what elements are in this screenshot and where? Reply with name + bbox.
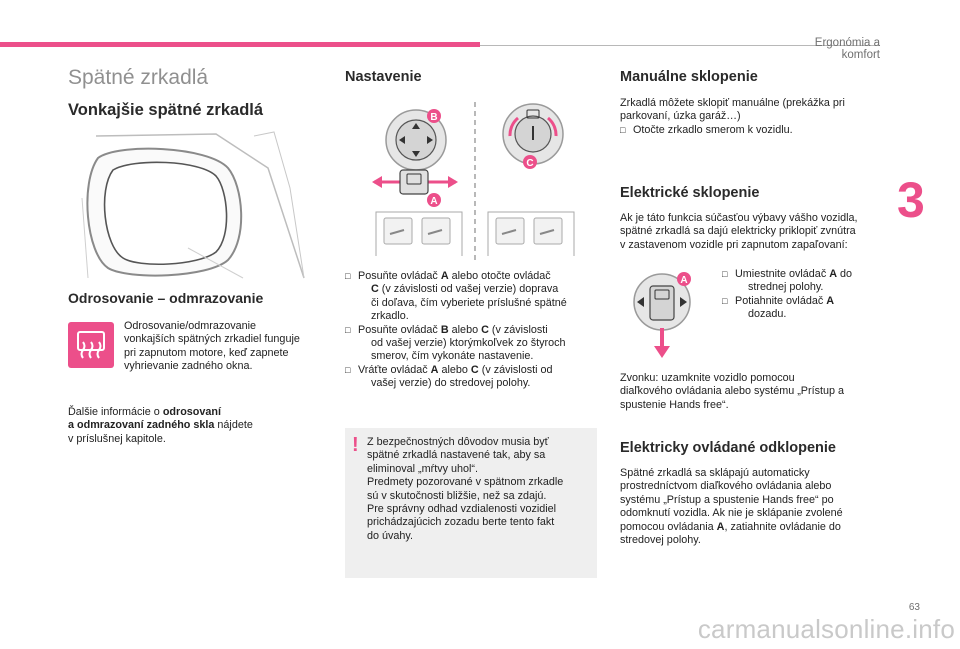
unfold-heading: Elektricky ovládané odklopenie — [620, 440, 836, 456]
label-a: A — [430, 196, 438, 207]
electric-bullets — [722, 268, 892, 322]
manual-heading: Manuálne sklopenie — [620, 69, 758, 85]
chapter-number: 3 — [897, 172, 925, 228]
outside-text: Zvonku: uzamknite vozidlo pomocou diaľkového ovládania alebo systému „Prístup a spustenie Hands free“. — [620, 372, 845, 411]
more-info-text: Ďalšie informácie o odrosovaní a odmrazovaní zadného skla nájdete v príslušnej kapitole. — [68, 406, 253, 445]
settings-heading: Nastavenie — [345, 69, 422, 85]
electric-bullet-1: □ Umiestnite ovládač A do strednej polohy. — [722, 268, 853, 294]
header-accent-bar — [0, 42, 480, 47]
step-3: □ Vráťte ovládač A alebo C (v závislosti od vašej verzie) do stredovej polohy. — [345, 363, 553, 390]
manual-text: Zrkadlá môžete sklopiť manuálne (prekážka pri parkovaní, úzka garáž…) □ Otočte zrkadlo smerom k vozidlu. — [620, 97, 845, 136]
electric-heading: Elektrické sklopenie — [620, 185, 760, 201]
mirror-illustration — [68, 128, 308, 283]
label-c: C — [526, 158, 534, 169]
fold-control-illustration — [628, 268, 700, 360]
mirror-control-illustration — [370, 96, 580, 266]
warning-text: Z bezpečnostných dôvodov musia byť spätné zrkadlá nastavené tak, aby sa eliminoval „mŕtvy uhol“. Predmety pozorované v spätnom zrkadle sú v skutočnosti bližšie, než sa zdajú. Pre správny odhad vzdialenosti vozidiel prichádzajúcich zozadu berte tento fakt do úvahy. — [367, 436, 564, 542]
warning-icon: ! — [352, 434, 359, 456]
settings-steps — [345, 270, 605, 391]
electric-bullet-2: □ Potiahnite ovládač A dozadu. — [722, 294, 835, 321]
step-1: □ Posuňte ovládač A alebo otočte ovládač C (v závislosti od vašej verzie) doprava či doľava, čím vyberiete príslušné spätné zrkadlo. — [345, 270, 567, 323]
header-title: Ergonómia a komfort — [814, 37, 880, 61]
electric-text: Ak je táto funkcia súčasťou výbavy vášho vozidla, spätné zrkadlá sa dajú elektricky priklopiť zvnútra v zastavenom vozidle pri zapnutom zapaľovaní: — [620, 212, 858, 251]
label-a-fold: A — [680, 275, 688, 286]
step-2: □ Posuňte ovládač B alebo C (v závislosti od vašej verzie) ktorýmkoľvek zo štyroch smerov, čím vykonáte nastavenie. — [345, 323, 566, 363]
section-title: Spätné zrkadlá — [68, 66, 209, 89]
page-number: 63 — [908, 602, 920, 613]
defrost-text: Odrosovanie/odmrazovanie vonkajších spätných zrkadiel funguje pri zapnutom motore, keď zapnete vyhrievanie zadného okna. — [124, 320, 300, 373]
subtitle: Vonkajšie spätné zrkadlá — [68, 101, 264, 119]
unfold-text: Spätné zrkadlá sa sklápajú automaticky prostredníctvom diaľkového ovládania alebo systému „Prístup a spustenie Hands free“ po odomknutí vozidla. Ak nie je sklápanie zvolené pomocou ovládania A, zatiahnite ovládanie do stredovej polohy. — [620, 467, 843, 547]
watermark: carmanualsonline.info — [697, 614, 955, 644]
defrost-heading: Odrosovanie – odmrazovanie — [68, 290, 264, 306]
label-b: B — [430, 112, 438, 123]
defrost-icon — [68, 322, 114, 368]
